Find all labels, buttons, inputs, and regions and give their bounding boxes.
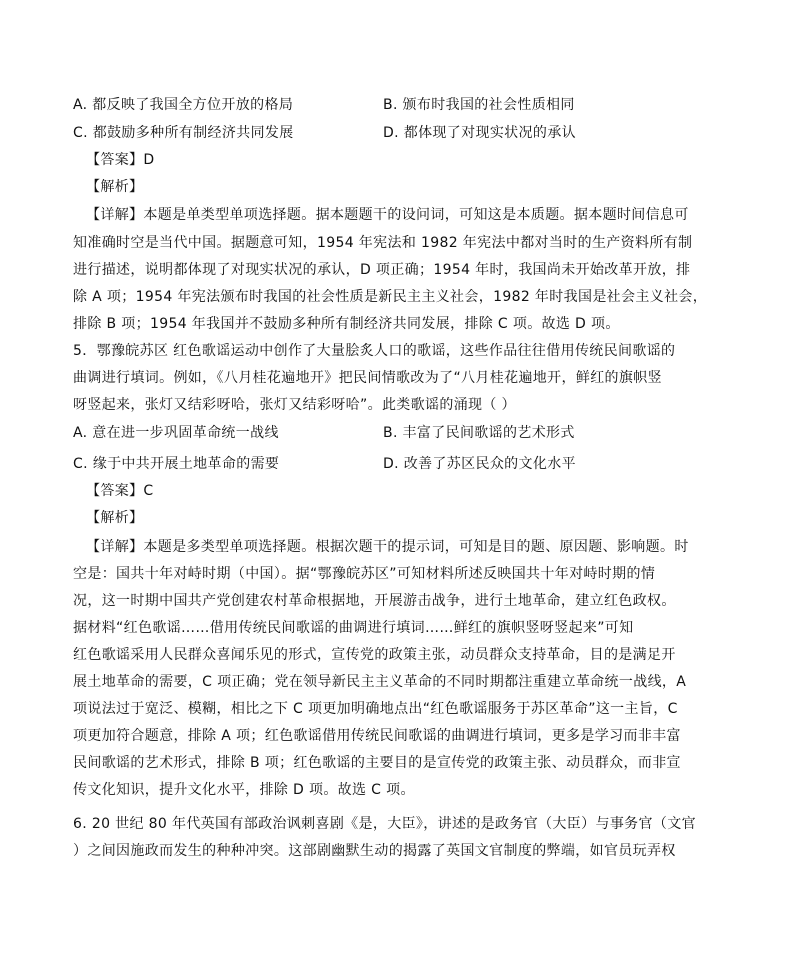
q5-answer: 【答案】C [86, 483, 154, 499]
q4-answer: 【答案】D [86, 152, 155, 168]
q5-detail-line: 项说法过于宽泛、模糊，相比之下 C 项更加明确地点出“红色歌谣服务于苏区革命”这一主旨，C [73, 701, 678, 717]
q5-stem-line: 5．鄂豫皖苏区 红色歌谣运动中创作了大量脍炙人口的歌谣，这些作品往往借用传统民间歌谣的 [73, 343, 676, 359]
q5-detail-line: 据材料“红色歌谣……借用传统民间歌谣的曲调进行填词……鲜红的旗帜竖呀竖起来”可知 [73, 620, 634, 636]
q4-detail-line: 排除 B 项；1954 年我国并不鼓励多种所有制经济共同发展，排除 C 项。故选 D 项。 [73, 316, 620, 332]
q5-option-d: D. 改善了苏区民众的文化水平 [383, 456, 576, 472]
q6-stem-line: 6. 20 世纪 80 年代英国有部政治讽刺喜剧《是，大臣》，讲述的是政务官（大臣）与事务官（文官 [73, 816, 696, 832]
q4-detail-line: 知准确时空是当代中国。据题意可知，1954 年宪法和 1982 年宪法中都对当时的生产资料所有制 [73, 235, 693, 251]
q4-option-d: D. 都体现了对现实状况的承认 [383, 125, 576, 141]
q5-option-c: C. 缘于中共开展土地革命的需要 [73, 456, 280, 472]
q5-option-a: A. 意在进一步巩固革命统一战线 [73, 425, 279, 441]
q4-detail-line: 进行描述，说明都体现了对现实状况的承认，D 项正确；1954 年时，我国尚未开始改革开放，排 [73, 262, 691, 278]
q5-detail-line: 民间歌谣的艺术形式，排除 B 项；红色歌谣的主要目的是宣传党的政策主张、动员群众，而非宣 [73, 755, 681, 771]
q5-stem-line: 曲调进行填词。例如，《八月桂花遍地开》把民间情歌改为了“八月桂花遍地开，鲜红的旗帜竖 [73, 370, 662, 386]
q4-detail-line: 除 A 项；1954 年宪法颁布时我国的社会性质是新民主主义社会，1982 年时我国是社会主义社会， [73, 289, 708, 305]
q5-analysis-label: 【解析】 [86, 510, 144, 526]
q5-detail-line: 红色歌谣采用人民群众喜闻乐见的形式，宣传党的政策主张，动员群众支持革命，目的是满足开 [73, 647, 676, 663]
q4-detail-line: 【详解】本题是单类型单项选择题。据本题题干的设问词，可知这是本质题。据本题时间信息可 [86, 207, 689, 223]
q4-option-c: C. 都鼓励多种所有制经济共同发展 [73, 125, 294, 141]
q4-option-a: A. 都反映了我国全方位开放的格局 [73, 97, 294, 113]
q5-stem-line: 呀竖起来，张灯又结彩呀哈，张灯又结彩呀哈”。此类歌谣的涌现（ ） [73, 397, 516, 413]
q5-option-b: B. 丰富了民间歌谣的艺术形式 [383, 425, 575, 441]
q5-detail-line: 空是：国共十年对峙时期（中国）。据“鄂豫皖苏区”可知材料所述反映国共十年对峙时期的情 [73, 566, 656, 582]
q5-detail-line: 项更加符合题意，排除 A 项；红色歌谣借用传统民间歌谣的曲调进行填词，更多是学习而非丰富 [73, 728, 681, 744]
q5-detail-line: 展土地革命的需要，C 项正确；党在领导新民主主义革命的不同时期都注重建立革命统一战线，A [73, 674, 687, 690]
q4-analysis-label: 【解析】 [86, 179, 144, 195]
q5-detail-line: 况，这一时期中国共产党创建农村革命根据地，开展游击战争，进行土地革命，建立红色政权。 [73, 593, 676, 609]
q4-option-b: B. 颁布时我国的社会性质相同 [383, 97, 575, 113]
q6-stem-line: ）之间因施政而发生的种种冲突。这部剧幽默生动的揭露了英国文官制度的弊端，如官员玩弄权 [73, 843, 676, 859]
q5-detail-line: 传文化知识，提升文化水平，排除 D 项。故选 C 项。 [73, 782, 415, 798]
q5-detail-line: 【详解】本题是多类型单项选择题。根据次题干的提示词，可知是目的题、原因题、影响题。时 [86, 539, 689, 555]
